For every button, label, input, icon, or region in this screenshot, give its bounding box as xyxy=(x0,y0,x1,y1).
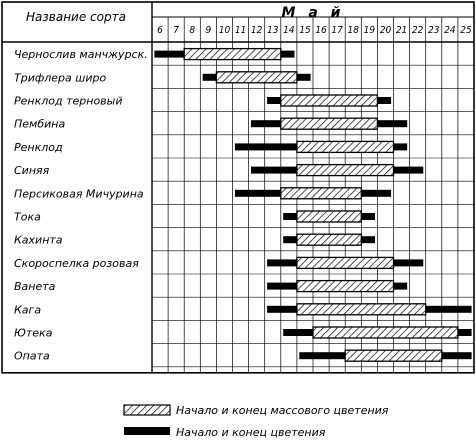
day-tick-label: 25 xyxy=(460,25,472,36)
day-tick-label: 14 xyxy=(283,25,295,36)
legend xyxy=(124,404,389,439)
row-label: Ренклод терновый xyxy=(14,94,123,108)
legend-solid-swatch xyxy=(124,427,170,435)
mass-bloom-bar xyxy=(297,257,394,268)
month-label: М а й xyxy=(281,5,345,21)
day-tick-label: 17 xyxy=(331,25,343,36)
mass-bloom-bar xyxy=(313,327,458,338)
row-label: Ютека xyxy=(14,326,53,340)
day-tick-label: 21 xyxy=(395,25,408,36)
mass-bloom-bar xyxy=(184,49,281,60)
row-label: Тока xyxy=(14,210,41,224)
mass-bloom-bar xyxy=(297,281,394,292)
row-label: Чернослив манчжурск. xyxy=(14,48,148,62)
mass-bloom-bar xyxy=(297,141,394,152)
row-label: Ванета xyxy=(14,280,56,294)
row-label: Синяя xyxy=(14,164,50,178)
mass-bloom-bar xyxy=(281,188,362,199)
day-tick-label: 7 xyxy=(173,25,180,36)
row-label: Кага xyxy=(14,303,42,317)
day-tick-label: 11 xyxy=(234,25,247,36)
mass-bloom-bar xyxy=(297,165,394,176)
day-tick-label: 13 xyxy=(267,25,279,36)
row-label: Кахинта xyxy=(14,233,63,247)
mass-bloom-bar xyxy=(297,234,361,245)
day-tick-label: 9 xyxy=(205,25,212,36)
day-tick-label: 23 xyxy=(428,25,440,36)
legend-full-label: Начало и конец цветения xyxy=(176,426,326,439)
mass-bloom-bar xyxy=(297,211,361,222)
day-tick-label: 18 xyxy=(347,25,359,36)
day-tick-label: 16 xyxy=(315,25,327,36)
day-tick-label: 24 xyxy=(444,25,456,36)
row-label: Трифлера широ xyxy=(14,71,107,85)
day-tick-label: 20 xyxy=(379,25,392,36)
mass-bloom-bar xyxy=(216,72,297,83)
day-tick-label: 19 xyxy=(363,25,376,36)
day-tick-label: 6 xyxy=(157,25,163,36)
mass-bloom-bar xyxy=(281,95,378,106)
day-tick-label: 10 xyxy=(218,25,231,36)
mass-bloom-bar xyxy=(281,118,378,129)
row-label: Опата xyxy=(14,349,50,363)
mass-bloom-bar xyxy=(297,304,426,315)
row-label: Персиковая Мичурина xyxy=(14,187,144,201)
header-label: Название сорта xyxy=(26,10,126,24)
day-tick-label: 8 xyxy=(189,25,196,36)
mass-bloom-bar xyxy=(345,350,442,361)
day-tick-label: 15 xyxy=(299,25,311,36)
day-tick-label: 12 xyxy=(250,25,263,36)
day-tick-label: 22 xyxy=(411,25,424,36)
row-label: Ренклод xyxy=(14,140,63,154)
row-label: Пембина xyxy=(14,117,66,131)
legend-mass-label: Начало и конец массового цветения xyxy=(176,404,389,417)
legend-hatched-swatch xyxy=(124,405,170,415)
row-label: Скороспелка розовая xyxy=(14,256,139,270)
